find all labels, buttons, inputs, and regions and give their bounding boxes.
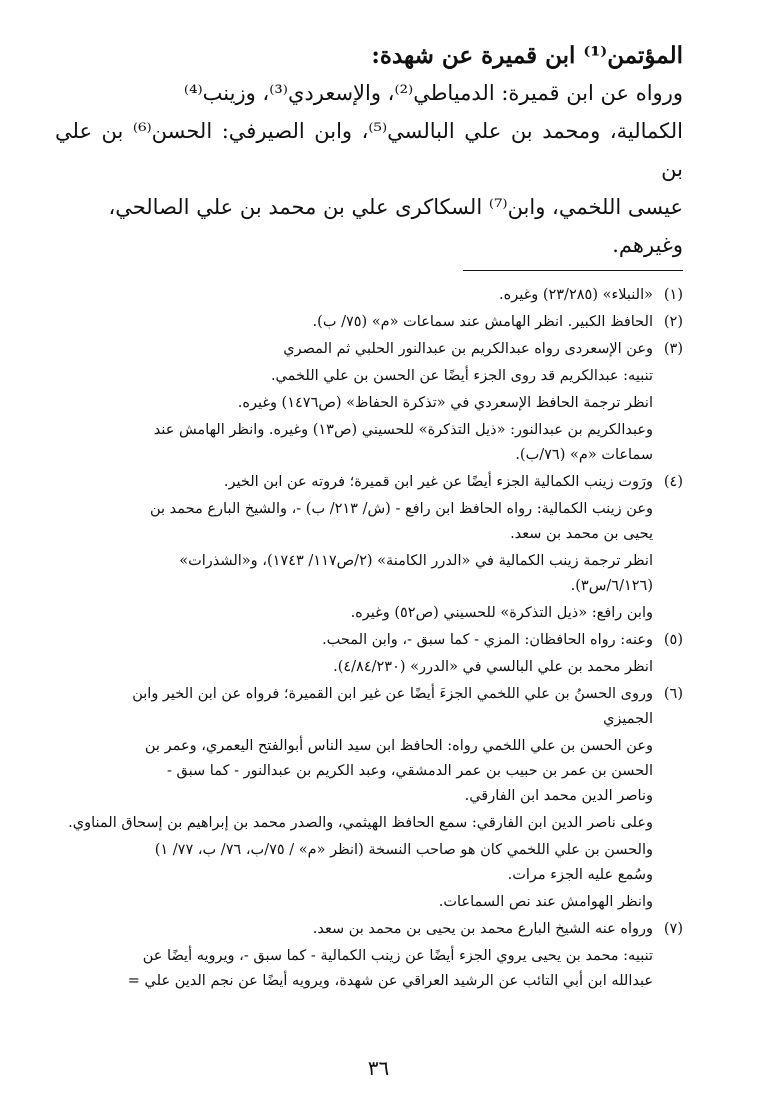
footnote-paragraph <box>55 838 657 888</box>
footnote-paragraph <box>55 890 657 915</box>
footnote-line: انظر محمد بن علي البالسي في «الدرر» (٤/٨٤/٢٣٠). <box>333 659 653 675</box>
book-page <box>55 38 683 996</box>
footnote-line: وعبدالكريم بن عبدالنور: «ذيل التذكرة» للحسيني (ص١٣) وغيره. وانظر الهامش عند <box>153 422 653 438</box>
footnote-line: وروى الحسنُ بن علي اللخمي الجزءَ أيضًا عن غير ابن القميرة؛ فرواه عن ابن الخير وابن <box>132 686 653 702</box>
footnote-number: (٥) <box>663 632 683 648</box>
footnote-paragraph <box>55 811 657 836</box>
page-number: ٣٦ <box>367 1056 390 1080</box>
footnote-line: «النبلاء» (٢٣/٢٨٥) وغيره. <box>499 287 653 303</box>
footnote-paragraph <box>55 470 657 495</box>
footnote-paragraph <box>55 655 657 680</box>
footnote-paragraph <box>55 310 657 335</box>
footnote-line: وناصر الدين محمد ابن الفارقي. <box>464 788 653 804</box>
footnote-line: عبدالله ابن أبي التائب عن الرشيد العراقي عن شهدة، ويرويه أيضًا عن نجم الدين علي = <box>127 973 653 989</box>
body-line: ورواه عن ابن قميرة: الدمياطي⁽²⁾، والإسعردي⁽³⁾، وزينب⁽⁴⁾ <box>183 81 683 105</box>
footnote-line: وسُمع عليه الجزء مرات. <box>507 867 653 883</box>
footnote-paragraph <box>55 601 657 626</box>
footnote-paragraph <box>55 682 657 732</box>
footnote-number: (٤) <box>663 474 683 490</box>
body-line: عيسى اللخمي، وابن⁽⁷⁾ السكاكرى علي بن محمد بن علي الصالحي، <box>108 195 683 219</box>
footnote-paragraph <box>55 944 657 994</box>
footnote-line: تنبيه: عبدالكريم قد روى الجزء أيضًا عن الحسن بن علي اللخمي. <box>270 368 653 384</box>
footnote <box>55 310 683 335</box>
footnote-paragraph <box>55 917 657 942</box>
footnote <box>55 628 683 680</box>
footnote-line: ورواه عنه الشيخ البارع محمد بن يحيى بن محمد بن سعد. <box>312 921 653 937</box>
footnote-line: وعن الحسن بن علي اللخمي رواه: الحافظ ابن سيد الناس أبوالفتح اليعمري، وعمر بن <box>144 738 653 754</box>
footnote-paragraph <box>55 364 657 389</box>
main-paragraph <box>55 74 683 264</box>
footnote-paragraph <box>55 628 657 653</box>
footnote-line: وعلى ناصر الدين ابن الفارقي: سمع الحافظ الهيثمي، والصدر محمد بن إبراهيم بن إسحاق المناوي. <box>68 815 653 831</box>
footnote-line: يحيى بن محمد بن سعد. <box>510 526 653 542</box>
footnote <box>55 283 683 308</box>
footnote-line: وابن رافع: «ذيل التذكرة» للحسيني (ص٥٢) وغيره. <box>350 605 653 621</box>
footnote-line: (٦/١٢٦/س٣). <box>570 578 653 594</box>
footnote-line: انظر ترجمة زينب الكمالية في «الدرر الكامنة» (٢/ص١١٧/ ١٧٤٣)، و«الشذرات» <box>179 553 653 569</box>
footnote-number: (٢) <box>663 314 683 330</box>
footnote-paragraph <box>55 391 657 416</box>
footnote-line: وعنه: رواه الحافظان: المزي - كما سبق -، وابن المحب. <box>322 632 653 648</box>
footnote-line: وعن زينب الكمالية: رواه الحافظ ابن رافع - (ش/ ٢١٣/ ب) -، والشيخ البارع محمد بن <box>149 501 653 517</box>
footnote-line: الجميزي <box>603 711 653 727</box>
footnote-line: والحسن بن علي اللخمي كان هو صاحب النسخة (انظر «م» / ٧٥/ب، ٧٦/ ب، ٧٧/ ١) <box>154 842 653 858</box>
footnote <box>55 337 683 468</box>
footnote-paragraph <box>55 734 657 809</box>
footnote <box>55 917 683 994</box>
section-heading: المؤتمن⁽¹⁾ ابن قميرة عن شهدة: <box>371 42 683 69</box>
footnote-line: وعن الإسعردى رواه عبدالكريم بن عبدالنور الحلبي ثم المصري <box>283 341 653 357</box>
footnote-paragraph <box>55 283 657 308</box>
body-line: وغيرهم. <box>612 233 683 257</box>
footnote-paragraph <box>55 418 657 468</box>
footnote-line: سماعات «م» (٧٦/ب). <box>515 447 653 463</box>
footnote-paragraph <box>55 549 657 599</box>
footnotes <box>55 283 683 994</box>
footnote-line: الحافظ الكبير. انظر الهامش عند سماعات «م» (٧٥/ ب). <box>312 314 653 330</box>
footnote-line: وانظر الهوامش عند نص السماعات. <box>438 894 653 910</box>
footnote-line: تنبيه: محمد بن يحيى يروي الجزء أيضًا عن زينب الكمالية - كما سبق -، ويرويه أيضًا عن <box>142 948 653 964</box>
body-line: الكمالية، ومحمد بن علي البالسي⁽⁵⁾، وابن الصيرفي: الحسن⁽⁶⁾ بن علي بن <box>55 119 683 181</box>
footnote-number: (٧) <box>663 921 683 937</box>
footnote-line: ورَوت زينب الكمالية الجزء أيضًا عن غير ابن قميرة؛ فروته عن ابن الخير. <box>223 474 653 490</box>
footnote-line: الحسن بن عمر بن حبيب بن عمر الدمشقي، وعبد الكريم بن عبدالنور - كما سبق - <box>167 763 653 779</box>
footnote-paragraph <box>55 497 657 547</box>
footnote-number: (٦) <box>663 686 683 702</box>
footnote-number: (١) <box>663 287 683 303</box>
footnote-number: (٣) <box>663 341 683 357</box>
footnote <box>55 470 683 626</box>
footnote-line: انظر ترجمة الحافظ الإسعردي في «تذكرة الحفاظ» (ص١٤٧٦) وغيره. <box>237 395 653 411</box>
footnote <box>55 682 683 915</box>
footnote-divider <box>463 270 683 271</box>
footnote-paragraph <box>55 337 657 362</box>
